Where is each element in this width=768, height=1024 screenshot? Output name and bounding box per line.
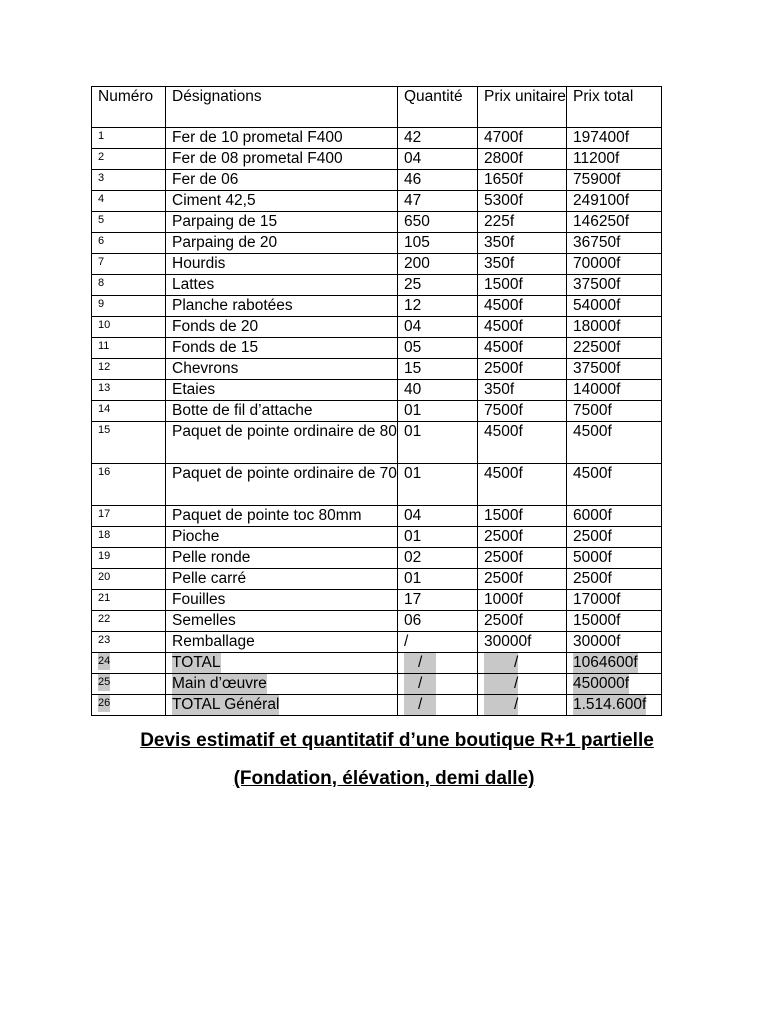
row-number: 4 bbox=[92, 191, 166, 212]
row-prix-unitaire: 2500f bbox=[478, 569, 567, 590]
row-prix-total: 2500f bbox=[567, 527, 662, 548]
row-prix-total: 11200f bbox=[567, 149, 662, 170]
total-prix-unitaire bbox=[478, 695, 567, 716]
row-prix-total: 6000f bbox=[567, 506, 662, 527]
row-designation: Etaies bbox=[166, 380, 398, 401]
row-designation: Remballage bbox=[166, 632, 398, 653]
total-number bbox=[92, 695, 166, 716]
header-numero: Numéro bbox=[92, 87, 166, 128]
table-row bbox=[92, 422, 662, 464]
table-row bbox=[92, 464, 662, 506]
row-number: 11 bbox=[92, 338, 166, 359]
row-prix-total: 249100f bbox=[567, 191, 662, 212]
row-designation: Lattes bbox=[166, 275, 398, 296]
row-prix-unitaire: 2800f bbox=[478, 149, 567, 170]
row-designation: Fonds de 15 bbox=[166, 338, 398, 359]
row-designation: Chevrons bbox=[166, 359, 398, 380]
row-prix-total: 17000f bbox=[567, 590, 662, 611]
row-number: 15 bbox=[92, 422, 166, 464]
highlighted-value: / bbox=[404, 653, 436, 673]
row-prix-total: 7500f bbox=[567, 401, 662, 422]
row-prix-unitaire: 225f bbox=[478, 212, 567, 233]
highlighted-value: / bbox=[484, 653, 518, 673]
row-prix-total: 75900f bbox=[567, 170, 662, 191]
total-prix-unitaire bbox=[478, 653, 567, 674]
row-designation: Fer de 08 prometal F400 bbox=[166, 149, 398, 170]
table-row bbox=[92, 380, 662, 401]
row-number: 6 bbox=[92, 233, 166, 254]
table-row bbox=[92, 191, 662, 212]
row-number: 23 bbox=[92, 632, 166, 653]
table-row bbox=[92, 233, 662, 254]
row-quantite: 01 bbox=[398, 527, 478, 548]
row-quantite: 25 bbox=[398, 275, 478, 296]
row-quantite: 200 bbox=[398, 254, 478, 275]
row-quantite: 40 bbox=[398, 380, 478, 401]
row-designation: Fouilles bbox=[166, 590, 398, 611]
table-row bbox=[92, 149, 662, 170]
table-header-row bbox=[92, 87, 662, 128]
total-number bbox=[92, 674, 166, 695]
row-quantite: 06 bbox=[398, 611, 478, 632]
table-row bbox=[92, 527, 662, 548]
row-number: 8 bbox=[92, 275, 166, 296]
total-designation bbox=[166, 695, 398, 716]
total-quantite bbox=[398, 653, 478, 674]
row-number: 9 bbox=[92, 296, 166, 317]
row-prix-unitaire: 350f bbox=[478, 380, 567, 401]
total-prix-unitaire bbox=[478, 674, 567, 695]
table-row bbox=[92, 296, 662, 317]
table-row bbox=[92, 401, 662, 422]
row-prix-unitaire: 1000f bbox=[478, 590, 567, 611]
table-row bbox=[92, 170, 662, 191]
row-number: 18 bbox=[92, 527, 166, 548]
highlighted-value: 26 bbox=[98, 695, 110, 712]
document-subtitle: (Fondation, élévation, demi dalle) bbox=[233, 768, 535, 789]
row-prix-total: 4500f bbox=[567, 464, 662, 506]
row-quantite: 04 bbox=[398, 506, 478, 527]
row-number: 2 bbox=[92, 149, 166, 170]
row-designation: Pelle ronde bbox=[166, 548, 398, 569]
row-prix-total: 14000f bbox=[567, 380, 662, 401]
table-row bbox=[92, 506, 662, 527]
row-prix-unitaire: 4700f bbox=[478, 128, 567, 149]
table-row bbox=[92, 128, 662, 149]
table-row bbox=[92, 317, 662, 338]
row-quantite: 01 bbox=[398, 464, 478, 506]
row-prix-total: 37500f bbox=[567, 359, 662, 380]
row-prix-total: 70000f bbox=[567, 254, 662, 275]
row-designation: Hourdis bbox=[166, 254, 398, 275]
highlighted-value: TOTAL Général bbox=[172, 696, 280, 713]
row-number: 3 bbox=[92, 170, 166, 191]
row-number: 13 bbox=[92, 380, 166, 401]
row-designation: Pioche bbox=[166, 527, 398, 548]
row-quantite: 01 bbox=[398, 569, 478, 590]
row-number: 7 bbox=[92, 254, 166, 275]
row-prix-unitaire: 1500f bbox=[478, 275, 567, 296]
row-number: 10 bbox=[92, 317, 166, 338]
row-designation: Paquet de pointe ordinaire de 80 bbox=[166, 422, 398, 464]
row-designation: Fer de 06 bbox=[166, 170, 398, 191]
row-designation: Botte de fil d’attache bbox=[166, 401, 398, 422]
row-prix-total: 146250f bbox=[567, 212, 662, 233]
row-quantite: / bbox=[398, 632, 478, 653]
row-designation: Pelle carré bbox=[166, 569, 398, 590]
row-number: 17 bbox=[92, 506, 166, 527]
table-body bbox=[92, 128, 662, 716]
row-designation: Parpaing de 15 bbox=[166, 212, 398, 233]
row-prix-unitaire: 4500f bbox=[478, 464, 567, 506]
row-prix-unitaire: 30000f bbox=[478, 632, 567, 653]
header-prix-total: Prix total bbox=[567, 87, 662, 128]
row-prix-total: 54000f bbox=[567, 296, 662, 317]
row-designation: Paquet de pointe toc 80mm bbox=[166, 506, 398, 527]
row-quantite: 15 bbox=[398, 359, 478, 380]
row-designation: Planche rabotées bbox=[166, 296, 398, 317]
row-number: 1 bbox=[92, 128, 166, 149]
row-quantite: 650 bbox=[398, 212, 478, 233]
row-prix-unitaire: 7500f bbox=[478, 401, 567, 422]
row-prix-unitaire: 2500f bbox=[478, 359, 567, 380]
row-number: 12 bbox=[92, 359, 166, 380]
row-quantite: 02 bbox=[398, 548, 478, 569]
table-row bbox=[92, 359, 662, 380]
highlighted-value: / bbox=[484, 674, 518, 694]
table-row bbox=[92, 548, 662, 569]
highlighted-value: TOTAL bbox=[172, 654, 221, 671]
table-row bbox=[92, 590, 662, 611]
row-prix-total: 18000f bbox=[567, 317, 662, 338]
total-row bbox=[92, 674, 662, 695]
row-prix-unitaire: 4500f bbox=[478, 317, 567, 338]
highlighted-value: 24 bbox=[98, 653, 110, 670]
row-quantite: 42 bbox=[398, 128, 478, 149]
row-quantite: 05 bbox=[398, 338, 478, 359]
row-prix-total: 5000f bbox=[567, 548, 662, 569]
row-prix-total: 36750f bbox=[567, 233, 662, 254]
highlighted-value: / bbox=[404, 695, 436, 715]
row-prix-unitaire: 1500f bbox=[478, 506, 567, 527]
row-number: 16 bbox=[92, 464, 166, 506]
highlighted-value: 1.514.600f bbox=[573, 696, 647, 713]
row-designation: Parpaing de 20 bbox=[166, 233, 398, 254]
row-quantite: 47 bbox=[398, 191, 478, 212]
document-title: Devis estimatif et quantitatif d’une boutique R+1 partielle bbox=[140, 730, 654, 751]
row-prix-total: 197400f bbox=[567, 128, 662, 149]
header-prix-unitaire: Prix unitaire bbox=[478, 87, 567, 128]
row-prix-unitaire: 4500f bbox=[478, 338, 567, 359]
table-row bbox=[92, 254, 662, 275]
table-row bbox=[92, 275, 662, 296]
row-number: 21 bbox=[92, 590, 166, 611]
row-number: 20 bbox=[92, 569, 166, 590]
row-designation: Fonds de 20 bbox=[166, 317, 398, 338]
row-prix-total: 4500f bbox=[567, 422, 662, 464]
row-quantite: 17 bbox=[398, 590, 478, 611]
highlighted-value: / bbox=[404, 674, 436, 694]
row-prix-total: 2500f bbox=[567, 569, 662, 590]
row-prix-unitaire: 4500f bbox=[478, 422, 567, 464]
total-prix-total bbox=[567, 674, 662, 695]
row-prix-total: 22500f bbox=[567, 338, 662, 359]
row-prix-unitaire: 350f bbox=[478, 233, 567, 254]
highlighted-value: 25 bbox=[98, 674, 110, 691]
row-prix-unitaire: 5300f bbox=[478, 191, 567, 212]
header-quantite: Quantité bbox=[398, 87, 478, 128]
row-prix-unitaire: 2500f bbox=[478, 548, 567, 569]
row-number: 5 bbox=[92, 212, 166, 233]
total-quantite bbox=[398, 674, 478, 695]
highlighted-value: 450000f bbox=[573, 675, 630, 692]
row-prix-unitaire: 4500f bbox=[478, 296, 567, 317]
table-row bbox=[92, 632, 662, 653]
row-prix-unitaire: 1650f bbox=[478, 170, 567, 191]
row-quantite: 12 bbox=[398, 296, 478, 317]
row-quantite: 46 bbox=[398, 170, 478, 191]
row-prix-total: 15000f bbox=[567, 611, 662, 632]
row-prix-total: 30000f bbox=[567, 632, 662, 653]
row-designation: Semelles bbox=[166, 611, 398, 632]
row-quantite: 01 bbox=[398, 422, 478, 464]
highlighted-value: / bbox=[484, 695, 518, 715]
row-designation: Ciment 42,5 bbox=[166, 191, 398, 212]
total-number bbox=[92, 653, 166, 674]
estimate-table bbox=[91, 86, 662, 716]
total-row bbox=[92, 695, 662, 716]
total-designation bbox=[166, 674, 398, 695]
row-quantite: 04 bbox=[398, 149, 478, 170]
row-designation: Fer de 10 prometal F400 bbox=[166, 128, 398, 149]
table-row bbox=[92, 212, 662, 233]
row-prix-unitaire: 350f bbox=[478, 254, 567, 275]
table-row bbox=[92, 611, 662, 632]
row-designation: Paquet de pointe ordinaire de 70 bbox=[166, 464, 398, 506]
total-designation bbox=[166, 653, 398, 674]
header-designations: Désignations bbox=[166, 87, 398, 128]
row-number: 22 bbox=[92, 611, 166, 632]
row-number: 19 bbox=[92, 548, 166, 569]
highlighted-value: Main d’œuvre bbox=[172, 675, 267, 692]
row-number: 14 bbox=[92, 401, 166, 422]
table-row bbox=[92, 569, 662, 590]
table-row bbox=[92, 338, 662, 359]
row-prix-total: 37500f bbox=[567, 275, 662, 296]
total-quantite bbox=[398, 695, 478, 716]
row-quantite: 01 bbox=[398, 401, 478, 422]
row-quantite: 105 bbox=[398, 233, 478, 254]
row-quantite: 04 bbox=[398, 317, 478, 338]
total-row bbox=[92, 653, 662, 674]
total-prix-total bbox=[567, 695, 662, 716]
total-prix-total bbox=[567, 653, 662, 674]
row-prix-unitaire: 2500f bbox=[478, 527, 567, 548]
row-prix-unitaire: 2500f bbox=[478, 611, 567, 632]
highlighted-value: 1064600f bbox=[573, 654, 638, 671]
